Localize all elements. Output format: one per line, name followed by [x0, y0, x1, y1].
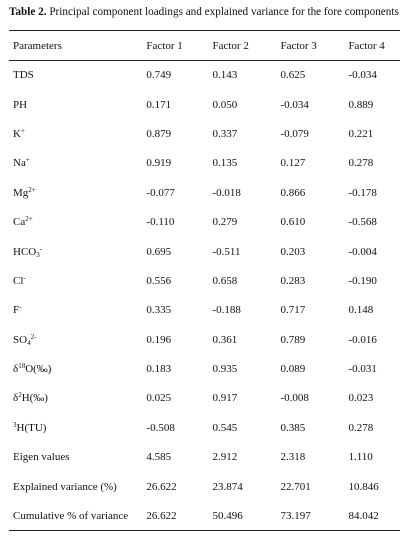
- parameter-label: Ca: [13, 216, 26, 229]
- factor-4-cell: -0.016: [348, 333, 377, 346]
- factor-3-cell: 0.089: [280, 363, 306, 376]
- parameter-charge: -: [23, 273, 26, 282]
- parameter-label: HCO: [13, 245, 37, 258]
- factor-3-cell: 0.385: [280, 421, 306, 434]
- table-row: [9, 61, 400, 90]
- factor-3-cell: 73.197: [280, 509, 311, 522]
- table-row: [9, 178, 400, 207]
- factor-4-cell: 0.023: [348, 392, 374, 405]
- table-row: [9, 472, 400, 501]
- factor-3-cell: 0.625: [280, 69, 306, 82]
- header-factor-2: Factor 2: [212, 39, 249, 52]
- header-factor-3: Factor 3: [280, 39, 317, 52]
- factor-1-cell: -0.077: [146, 186, 175, 199]
- parameter-charge: +: [20, 126, 25, 135]
- factor-4-cell: 0.278: [348, 421, 374, 434]
- factor-1-cell: 0.335: [146, 304, 172, 317]
- table-row: [9, 501, 400, 530]
- factor-3-cell: 22.701: [280, 480, 311, 493]
- factor-4-cell: -0.031: [348, 363, 377, 376]
- parameter-cell: [9, 207, 146, 236]
- parameter-cell: [9, 325, 146, 354]
- parameter-cell: [9, 178, 146, 207]
- factor-2-cell: 2.912: [212, 451, 238, 464]
- factor-2-cell: 0.658: [212, 274, 238, 287]
- factor-3-cell: 0.127: [280, 157, 306, 170]
- parameter-label: TDS: [13, 69, 34, 82]
- factor-1-cell: -0.508: [146, 421, 175, 434]
- parameter-cell: [9, 443, 146, 472]
- factor-3-cell: 0.866: [280, 186, 306, 199]
- factor-2-cell: 0.135: [212, 157, 238, 170]
- table-row: [9, 443, 400, 472]
- parameter-cell: [9, 354, 146, 383]
- parameter-charge: -: [39, 244, 43, 253]
- factor-1-cell: 26.622: [146, 509, 177, 522]
- factor-4-cell: 10.846: [348, 480, 379, 493]
- factor-2-cell: 50.496: [212, 509, 243, 522]
- header-parameters: Parameters: [13, 39, 62, 52]
- table-row: [9, 325, 400, 354]
- factor-1-cell: 0.171: [146, 98, 172, 111]
- factor-4-cell: -0.568: [348, 216, 377, 229]
- header-factor-1: Factor 1: [146, 39, 183, 52]
- caption-text: Principal component loadings and explained variance for the fore components: [49, 6, 399, 18]
- pca-loadings-table: [9, 30, 400, 531]
- table-row: [9, 90, 400, 119]
- parameter-cell: [9, 61, 146, 90]
- factor-4-cell: 0.221: [348, 127, 374, 140]
- parameter-cell: [9, 266, 146, 295]
- parameter-subscript: 3: [36, 250, 40, 259]
- parameter-cell: [9, 472, 146, 501]
- table-body: [9, 61, 400, 531]
- factor-1-cell: 0.183: [146, 363, 172, 376]
- factor-1-cell: 26.622: [146, 480, 177, 493]
- parameter-label: Eigen values: [13, 451, 70, 464]
- parameter-cell: [9, 149, 146, 178]
- parameter-cell: [9, 501, 146, 530]
- factor-2-cell: 0.545: [212, 421, 238, 434]
- factor-2-cell: 23.874: [212, 480, 243, 493]
- factor-4-cell: 0.889: [348, 98, 374, 111]
- table-row: [9, 413, 400, 442]
- factor-3-cell: 2.318: [280, 451, 306, 464]
- parameter-isotope-mass: 2: [18, 391, 22, 400]
- parameter-label: Explained variance (%): [13, 480, 117, 493]
- parameter-label: Mg: [13, 186, 29, 199]
- parameter-label: O(‰): [25, 363, 52, 376]
- parameter-isotope-mass: 18: [18, 362, 26, 371]
- factor-3-cell: -0.079: [280, 127, 309, 140]
- parameter-cell: [9, 296, 146, 325]
- parameter-prefix: δ: [13, 392, 19, 405]
- parameter-cell: [9, 384, 146, 413]
- parameter-prefix: δ: [13, 363, 19, 376]
- parameter-subscript: 4: [27, 338, 31, 347]
- parameter-label: Cl: [13, 274, 24, 287]
- table-row: [9, 384, 400, 413]
- table-row: [9, 266, 400, 295]
- factor-4-cell: 0.278: [348, 157, 374, 170]
- factor-4-cell: -0.178: [348, 186, 377, 199]
- parameter-charge: +: [25, 156, 30, 165]
- factor-4-cell: 1.110: [348, 451, 373, 464]
- factor-1-cell: 0.025: [146, 392, 172, 405]
- parameter-cell: [9, 413, 146, 442]
- factor-2-cell: -0.018: [212, 186, 241, 199]
- factor-2-cell: 0.917: [212, 392, 238, 405]
- table-row: [9, 354, 400, 383]
- table-caption: [9, 4, 401, 20]
- factor-1-cell: 0.919: [146, 157, 172, 170]
- table-row: [9, 296, 400, 325]
- factor-2-cell: 0.050: [212, 98, 238, 111]
- factor-1-cell: -0.110: [146, 216, 175, 229]
- factor-2-cell: 0.361: [212, 333, 238, 346]
- parameter-isotope-mass: 3: [13, 420, 17, 429]
- factor-3-cell: 0.283: [280, 274, 306, 287]
- factor-2-cell: 0.337: [212, 127, 238, 140]
- table-row: [9, 207, 400, 236]
- parameter-charge: 2+: [25, 215, 33, 224]
- table-row: [9, 149, 400, 178]
- parameter-charge: 2+: [28, 185, 36, 194]
- factor-2-cell: 0.143: [212, 69, 238, 82]
- parameter-label: H(TU): [16, 421, 47, 434]
- factor-3-cell: -0.034: [280, 98, 309, 111]
- parameter-charge: -: [19, 303, 22, 312]
- factor-1-cell: 4.585: [146, 451, 172, 464]
- factor-2-cell: -0.188: [212, 304, 241, 317]
- parameter-cell: [9, 90, 146, 119]
- factor-3-cell: 0.717: [280, 304, 306, 317]
- factor-3-cell: 0.610: [280, 216, 306, 229]
- factor-4-cell: -0.004: [348, 245, 377, 258]
- parameter-label: Na: [13, 157, 26, 170]
- factor-1-cell: 0.879: [146, 127, 172, 140]
- factor-4-cell: -0.190: [348, 274, 377, 287]
- table-row: [9, 237, 400, 266]
- header-factor-4: Factor 4: [348, 39, 385, 52]
- parameter-label: H(‰): [21, 392, 48, 405]
- header-row: [9, 31, 400, 61]
- table-row: [9, 119, 400, 148]
- caption-label: Table 2.: [9, 6, 47, 18]
- parameter-label: F: [13, 304, 20, 317]
- factor-1-cell: 0.749: [146, 69, 172, 82]
- factor-2-cell: 0.279: [212, 216, 238, 229]
- factor-3-cell: -0.008: [280, 392, 309, 405]
- parameter-label: SO: [13, 333, 28, 346]
- factor-4-cell: 0.148: [348, 304, 374, 317]
- factor-1-cell: 0.556: [146, 274, 172, 287]
- factor-3-cell: 0.789: [280, 333, 306, 346]
- factor-4-cell: -0.034: [348, 69, 377, 82]
- factor-2-cell: -0.511: [212, 245, 241, 258]
- parameter-label: PH: [13, 98, 28, 111]
- factor-3-cell: 0.203: [280, 245, 306, 258]
- factor-4-cell: 84.042: [348, 509, 379, 522]
- parameter-cell: [9, 237, 146, 266]
- factor-1-cell: 0.196: [146, 333, 172, 346]
- parameter-charge: 2-: [30, 332, 37, 341]
- parameter-label: Cumulative % of variance: [13, 509, 129, 522]
- parameter-label: K: [13, 127, 21, 140]
- factor-2-cell: 0.935: [212, 363, 238, 376]
- factor-1-cell: 0.695: [146, 245, 172, 258]
- parameter-cell: [9, 119, 146, 148]
